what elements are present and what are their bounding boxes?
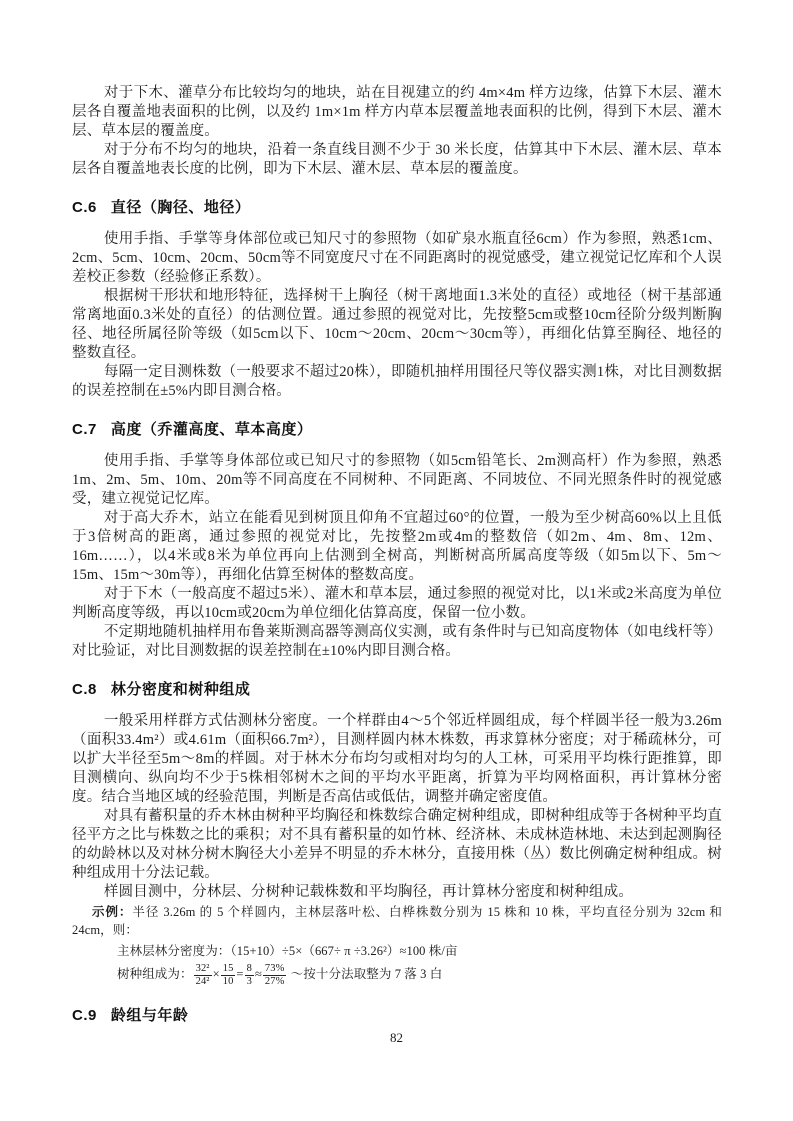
example-text: 半径 3.26m 的 5 个样圆内，主林层落叶松、白桦株数分别为 15 株和 10 株，平均直径分别为 32cm 和 24cm，则： <box>72 905 722 937</box>
fraction: $\frac{15}{10}$ <box>222 963 234 987</box>
fraction: $\frac{73\%}{27\%}$ <box>264 963 285 987</box>
composition-suffix: ～按十分法取整为 7 落 3 白 <box>290 966 443 981</box>
section-title: 龄组与年龄 <box>110 1007 189 1025</box>
page-number: 82 <box>390 1030 403 1045</box>
paragraph: 一般采用样群方式估测林分密度。一个样群由4～5个邻近样圆组成，每个样圆半径一般为3.26m（面积33.4m²）或4.61m（面积66.7m²），目测样圆内林木株数，再求算林分密度；对于稀疏林分，可以扩大半径至5m～8m的样圆。对于林木分布均匀或相对均匀的人工林，可采用平均株行距推算，即目测横向、纵向均不少于5株相邻树木之间的平均水平距离，折算为平均网格面积，再计算林分密度。结合当地区域的经验范围，判断是否高估或低估，调整并确定密度值。 <box>72 713 722 805</box>
paragraph: 每隔一定目测株数（一般要求不超过20株），即随机抽样用围径尺等仪器实测1株，对比目测数据的误差控制在±5%内即目测合格。 <box>72 364 722 399</box>
section-title: 高度（乔灌高度、草本高度） <box>110 421 313 438</box>
operator: × <box>212 966 220 981</box>
operator: = <box>236 966 244 981</box>
section-number: C.7 <box>72 421 97 438</box>
paragraph: 使用手指、手掌等身体部位或已知尺寸的参照物（如矿泉水瓶直径6cm）作为参照，熟悉1cm、2cm、5cm、10cm、20cm、50cm等不同宽度尺寸在不同距离时的视觉感受，建立视觉记忆库和个人误差校正参数（经验修正系数）。 <box>72 231 722 285</box>
paragraph: 对于下木（一般高度不超过5米）、灌木和草本层，通过参照的视觉对比，以1米或2米高度为单位判断高度等级，再以10cm或20cm为单位细化估算高度，保留一位小数。 <box>72 586 722 621</box>
composition-label: 树种组成为： <box>117 966 193 981</box>
section-number: C.8 <box>72 681 97 698</box>
page-content <box>72 84 722 1038</box>
intro-paragraph: 对于下木、灌草分布比较均匀的地块，站在目视建立的约 4m×4m 样方边缘，估算下木层、灌木层各自覆盖地表面积的比例，以及约 1m×1m 样方内草本层覆盖地表面积的比例，得到下木层、灌木层、草本层的覆盖度。 <box>72 85 722 139</box>
section-heading-c9 <box>72 1004 722 1025</box>
section-title: 直径（胸径、地径） <box>110 199 251 216</box>
section-heading-c6 <box>72 196 722 217</box>
paragraph: 对于高大乔木，站立在能看见到树顶且仰角不宜超过60°的位置，一般为至少树高60%以上且低于3倍树高的距离，通过参照的视觉对比，先按整2m或4m的整数倍（如2m、4m、8m、12m、16m……），以4米或8米为单位再向上估测到全树高，判断树高所属高度等级（如5m以下、5m～15m、15m～30m等），再细化估算至树体的整数高度。 <box>72 510 722 583</box>
operator: ≈ <box>254 966 262 981</box>
paragraph: 根据树干形状和地形特征，选择树干上胸径（树干离地面1.3米处的直径）或地径（树干基部通常离地面0.3米处的直径）的估测位置。通过参照的视觉对比，先按整5cm或整10cm径阶分级判断胸径、地径所属径阶等级（如5cm以下、10cm～20cm、20cm～30cm等），再细化估算至胸径、地径的整数直径。 <box>72 288 722 361</box>
example-label: 示例： <box>92 905 133 919</box>
section-heading-c7 <box>72 418 722 439</box>
paragraph: 不定期地随机抽样用布鲁莱斯测高器等测高仪实测，或有条件时与已知高度物体（如电线杆等）对比验证，对比目测数据的误差控制在±10%内即目测合格。 <box>72 624 722 659</box>
intro-paragraph: 对于分布不均匀的地块，沿着一条直线目测不少于 30 米长度，估算其中下木层、灌木层、草本层各自覆盖地表长度的比例，即为下木层、灌木层、草本层的覆盖度。 <box>72 142 722 177</box>
paragraph: 样圆目测中，分林层、分树种记载株数和平均胸径，再计算林分密度和树种组成。 <box>103 884 634 900</box>
section-heading-c8 <box>72 678 722 699</box>
section-number: C.9 <box>72 1007 97 1025</box>
section-title: 林分密度和树种组成 <box>110 681 251 698</box>
paragraph: 对具有蓄积量的乔木林由树种平均胸径和株数综合确定树种组成，即树种组成等于各树种平均直径平方之比与株数之比的乘积；对不具有蓄积量的如竹林、经济林、未成林造林地、未达到起测胸径的幼龄林以及对林分树木胸径大小差异不明显的乔木林分，直接用株（丛）数比例确定树种组成。树种组成用十分法记载。 <box>72 808 722 881</box>
density-formula: 主林层林分密度为：（15+10）÷5×（667÷ π ÷3.26²）≈100 株/亩 <box>117 944 458 958</box>
example-paragraph <box>72 903 722 939</box>
fraction: $\frac{8}{3}$ <box>246 963 252 987</box>
composition-formula <box>72 963 722 987</box>
fraction: $\frac{\text{32²}}{\text{24²}}$ <box>195 963 210 987</box>
section-number: C.6 <box>72 199 97 216</box>
paragraph: 使用手指、手掌等身体部位或已知尺寸的参照物（如5cm铅笔长、2m测高杆）作为参照，熟悉1m、2m、5m、10m、20m等不同高度在不同树种、不同距离、不同坡位、不同光照条件时的视觉感受，建立视觉记忆库。 <box>72 453 722 507</box>
